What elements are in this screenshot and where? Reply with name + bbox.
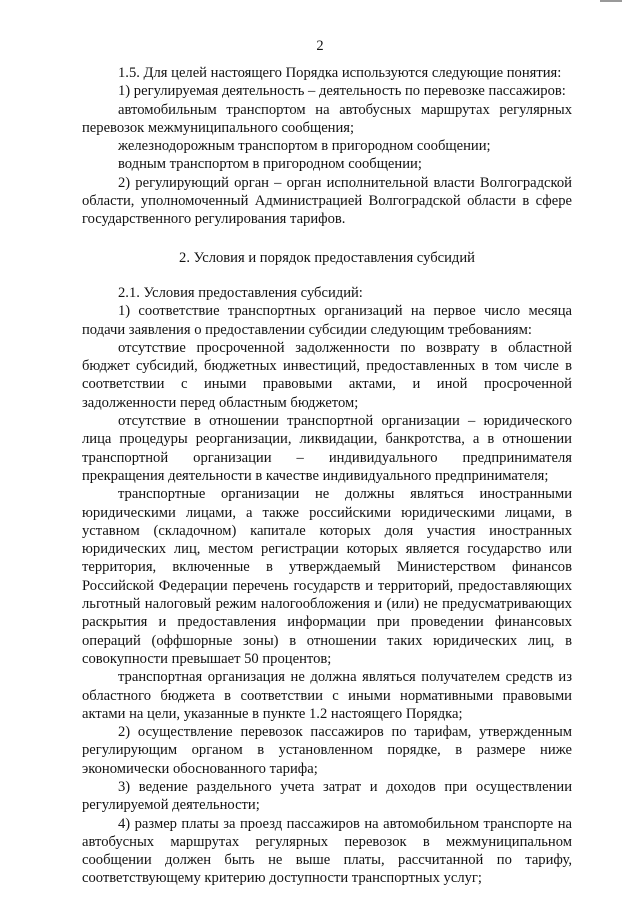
- paragraph-water-transport: водным транспортом в пригородном сообщении;: [118, 156, 422, 173]
- paragraph-not-foreign: транспортные организации не должны являться иностранными юридическими лицами, а также российскими юридическими лицами, в уставном (складочном) капитале которых доля участия иностранных юридических лиц, местом регистрации которых является государство или территория, включенные в утверждаемый Министерством финансов Российской Федерации перечень государств и территорий, предоставляющих льготный налоговый режим налогообложения и (или) не предусматривающих раскрытия и предоставления информации при проведении финансовых операций (оффшорные зоны) в отношении таких юридических лиц, в совокупности превышает 50 процентов;: [82, 486, 572, 667]
- paragraph-condition-3: 3) ведение раздельного учета затрат и доходов при осуществлении регулируемой деятельности;: [82, 778, 572, 814]
- scan-corner-mark: [600, 0, 622, 2]
- paragraph-road-transport: автомобильным транспортом на автобусных маршрутах регулярных перевозок межмуниципального сообщения;: [82, 101, 572, 136]
- paragraph-condition-1: 1) соответствие транспортных организаций на первое число месяца подачи заявления о предоставлении субсидии следующим требованиям:: [82, 303, 572, 338]
- paragraph-regulated-activity: 1) регулируемая деятельность – деятельность по перевозке пассажиров:: [118, 83, 566, 100]
- paragraph-condition-2: 2) осуществление перевозок пассажиров по тарифам, утвержденным регулирующим органом в установленном порядке, в размере ниже экономически обоснованного тарифа;: [82, 724, 572, 777]
- paragraph-regulating-body: 2) регулирующий орган – орган исполнительной власти Волгоградской области, уполномоченный Администрацией Волгоградской области в сфере государственного регулирования тарифов.: [82, 174, 572, 228]
- section-heading: 2. Условия и порядок предоставления субсидий: [179, 249, 475, 266]
- paragraph-no-liquidation: отсутствие в отношении транспортной организации – юридического лица процедуры реорганизации, ликвидации, банкротства, а в отношении транспортной организации – индивидуального предпринимателя прекращения деятельности в качестве индивидуального предпринимателя;: [82, 413, 572, 484]
- paragraph-rail-transport: железнодорожным транспортом в пригородном сообщении;: [118, 138, 491, 155]
- page-number: 2: [316, 38, 324, 54]
- paragraph-1-5: 1.5. Для целей настоящего Порядка используются следующие понятия:: [118, 65, 562, 81]
- paragraph-2-1: 2.1. Условия предоставления субсидий:: [118, 284, 363, 301]
- paragraph-condition-4: 4) размер платы за проезд пассажиров на автомобильном транспорте на автобусных маршрутах регулярных перевозок в межмуниципальном сообщении должен быть не выше платы, рассчитанной по тарифу, соответствующему критерию доступности транспортных услуг;: [82, 815, 572, 887]
- document-body: [82, 64, 572, 888]
- paragraph-no-debt: отсутствие просроченной задолженности по возврату в областной бюджет субсидий, бюджетных инвестиций, предоставленных в том числе в соответствии с иными правовыми актами, и иной просроченной задолженности перед областным бюджетом;: [82, 339, 572, 411]
- paragraph-not-recipient: транспортная организация не должна являться получателем средств из областного бюджета в соответствии с иными нормативными правовыми актами на цели, указанные в пункте 1.2 настоящего Порядка;: [82, 669, 572, 722]
